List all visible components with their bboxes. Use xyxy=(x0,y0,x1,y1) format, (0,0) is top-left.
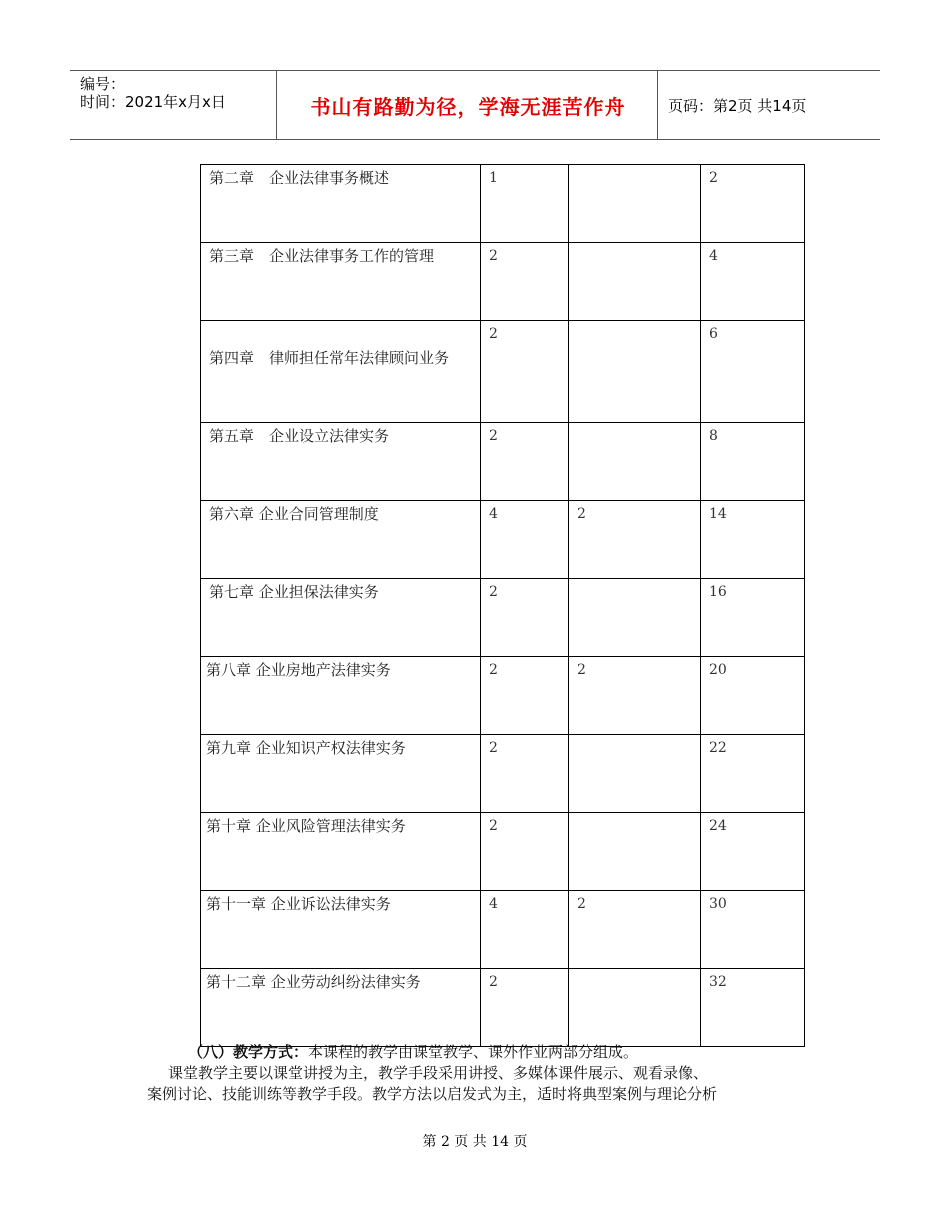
hours-cell: 2 xyxy=(481,735,569,813)
practice-cell xyxy=(569,165,701,243)
chapter-cell: 第三章 企业法律事务工作的管理 xyxy=(201,243,481,321)
table-row xyxy=(201,243,805,321)
hours-cell: 2 xyxy=(481,321,569,423)
hours-cell: 1 xyxy=(481,165,569,243)
hours-cell: 2 xyxy=(481,423,569,501)
teaching-method-heading: （八）教学方式： xyxy=(188,1043,309,1061)
chapter-cell: 第六章 企业合同管理制度 xyxy=(201,501,481,579)
practice-cell xyxy=(569,423,701,501)
page-footer: 第 2 页 共 14 页 xyxy=(422,1134,528,1150)
teaching-method-line-2: 课堂教学主要以课堂讲授为主，教学手段采用讲授、多媒体课件展示、观看录像、 xyxy=(168,1064,709,1082)
practice-cell xyxy=(569,579,701,657)
header-bottom-rule xyxy=(70,139,880,140)
table-row xyxy=(201,657,805,735)
cumulative-cell: 22 xyxy=(701,735,805,813)
cumulative-cell: 6 xyxy=(701,321,805,423)
header-top-rule xyxy=(70,70,880,71)
header-divider-left xyxy=(276,70,277,139)
table-row xyxy=(201,813,805,891)
table-row xyxy=(201,321,805,423)
cumulative-cell: 24 xyxy=(701,813,805,891)
chapter-cell: 第九章 企业知识产权法律实务 xyxy=(201,735,481,813)
teaching-method-intro: 本课程的教学由课堂教学、课外作业两部分组成。 xyxy=(308,1043,639,1061)
practice-cell xyxy=(569,735,701,813)
cumulative-cell: 14 xyxy=(701,501,805,579)
practice-cell: 2 xyxy=(569,501,701,579)
hours-cell: 2 xyxy=(481,657,569,735)
chapter-cell: 第十一章 企业诉讼法律实务 xyxy=(201,891,481,969)
cumulative-cell: 8 xyxy=(701,423,805,501)
page-number-label: 页码：第2页 共14页 xyxy=(668,97,807,115)
practice-cell xyxy=(569,243,701,321)
hours-cell: 2 xyxy=(481,813,569,891)
chapter-cell: 第十二章 企业劳动纠纷法律实务 xyxy=(201,969,481,1047)
serial-label: 编号： xyxy=(80,75,126,93)
table-row xyxy=(201,423,805,501)
hours-cell: 2 xyxy=(481,243,569,321)
cumulative-cell: 16 xyxy=(701,579,805,657)
table-row xyxy=(201,165,805,243)
practice-cell xyxy=(569,321,701,423)
practice-cell: 2 xyxy=(569,891,701,969)
cumulative-cell: 30 xyxy=(701,891,805,969)
cumulative-cell: 4 xyxy=(701,243,805,321)
hours-cell: 4 xyxy=(481,891,569,969)
hours-cell: 2 xyxy=(481,969,569,1047)
teaching-method-line-3: 案例讨论、技能训练等教学手段。教学方法以启发式为主，适时将典型案例与理论分析 xyxy=(147,1085,718,1103)
time-label: 时间：2021年x月x日 xyxy=(80,93,226,111)
chapter-hours-table xyxy=(200,164,805,1047)
chapter-cell: 第十章 企业风险管理法律实务 xyxy=(201,813,481,891)
chapter-cell: 第八章 企业房地产法律实务 xyxy=(201,657,481,735)
chapter-cell: 第五章 企业设立法律实务 xyxy=(201,423,481,501)
teaching-method-line-1 xyxy=(188,1042,638,1063)
table-row xyxy=(201,735,805,813)
cumulative-cell: 20 xyxy=(701,657,805,735)
hours-cell: 2 xyxy=(481,579,569,657)
practice-cell: 2 xyxy=(569,657,701,735)
cumulative-cell: 32 xyxy=(701,969,805,1047)
cumulative-cell: 2 xyxy=(701,165,805,243)
hours-cell: 4 xyxy=(481,501,569,579)
table-row xyxy=(201,579,805,657)
chapter-cell: 第四章 律师担任常年法律顾问业务 xyxy=(201,321,481,423)
chapter-cell: 第七章 企业担保法律实务 xyxy=(201,579,481,657)
table-row xyxy=(201,969,805,1047)
table-row xyxy=(201,501,805,579)
practice-cell xyxy=(569,813,701,891)
chapter-cell: 第二章 企业法律事务概述 xyxy=(201,165,481,243)
table-row xyxy=(201,891,805,969)
header-motto: 书山有路勤为径，学海无涯苦作舟 xyxy=(310,95,626,119)
practice-cell xyxy=(569,969,701,1047)
